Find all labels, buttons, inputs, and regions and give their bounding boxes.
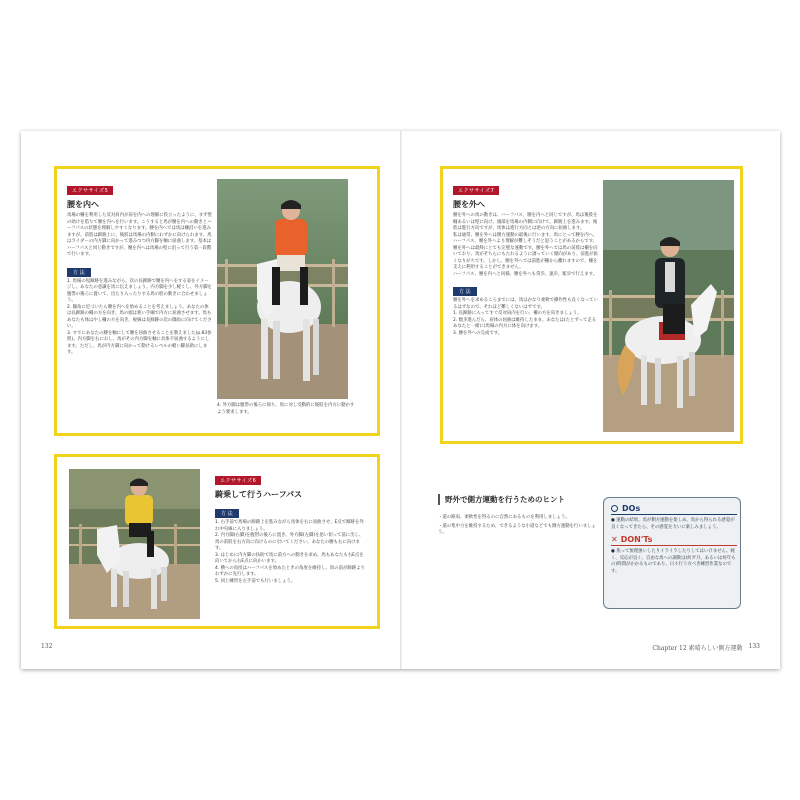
book-gutter [400, 131, 402, 669]
exercise-7-box [440, 166, 743, 444]
exercise-tag: エクササイズ6 [215, 476, 261, 485]
exercise-title: 騎乗して行うハーフパス [215, 490, 302, 499]
photo-caption: 4. 外方脚は腹帯の後ろに保ち、馬に対し受動的に後肢を内方に動かすよう要求します。 [217, 403, 355, 415]
cross-icon: ✕ [611, 535, 618, 544]
right-footer [652, 643, 760, 652]
exercise-title: 腰を外へ [453, 200, 485, 209]
exercise-intro: 腰を外への馬の動きは、ハーフパス、腰を内へと同じですが、馬は後肢を柵あるいは壁に向け、頭部を馬場の内側に向けて、蹄跡上を進みます。後肢は進行方向ですが、馬体は進行方向とは逆の方向に屈曲します。 私は通常、腰を外へは側方運動の最後に行います。馬にとって腰を内へ、ハーフパス、腰を外へより理解が難しそうだと思うことがあるからです。腰を外へは最終にとても完璧な運動です。腰を外へでは馬の前肢は柵を向いており、馬がそちらにもたれるように誘っていく傾向があり、前進が抜くなりがちです。しかし、腰を外へでは前進が柵から離れますので、柵を支えに利用することができません。 ハーフパス、腰を内へと同様、腰を外へも常歩、速歩、駈歩で行えます。 [453, 213, 598, 277]
method-steps: 1. 長蹄跡に入ってすぐ反対肩内を行い、柵の方を向きましょう。 2. 数歩進んだら、肩体の屈曲は維持したまま、あなたは(たとずって走るあなたと一緒に)馬場の内方に体を向けます。 3. 腰を外への完成です。 [453, 311, 597, 336]
exercise-tag: エクササイズ7 [453, 186, 499, 195]
dos-underline [611, 514, 737, 515]
method-steps: 1. 馬場の短蹄跡を進みながら、次の長蹄跡で腰を内へをする姿をイメージし、あなたの意識を馬に伝えましょう。内方脚を少し軽くし、外方脚を腹帯の後ろに置いて、出たり入ったりする馬の肢の動きに合わせましょう。 2. 隅角に近づいたら腰を内へを始めることを考えましょう。あなたの体は長蹄跡の柵の方を向き、馬の頭は狭い手綱で内方に屈曲させます。馬もあなたも体はやし柵の方を向き、視線は長蹄跡の次の隅角に向けてください。 3. すでにあなたの腰を軸にして腰を屈曲させることを教えました(p.83参照)。内方脚を右におし、馬がその内方脚を軸に具体不屈曲するようにします。ただし、馬が内方脚に向かって動けるレベルの軽い脚扶助にします。 [67, 278, 212, 355]
rider-dark-jacket-photo [603, 180, 734, 432]
method-tag: 方 法 [67, 268, 91, 277]
donts-heading: DON'Ts [620, 535, 653, 544]
method-lead: 腰を外へを求めるころまでには、馬はかなり柔軟で操作性も良くなっているはずなので、それほど難しくないはずです。 [453, 298, 598, 310]
hint-title: 野外で側方運動を行うためのヒント [445, 495, 565, 504]
hint-accent-bar [438, 494, 440, 505]
dos-text: ● 運動の結果、馬が側方運動を楽しめ、馬から得られる感覚が良くなってきたら、その感覚を大いに楽しみましょう。 [611, 518, 735, 530]
donts-text: ● 焦って無理強いしたりイライラしたりしてはいけません。軽く、反応が良く、自由な馬への調教は(何ガ月、あるいは何年もの)時間がかかるものであり、日々行う方べき練習作業なのです。 [611, 549, 736, 574]
method-tag: 方 法 [215, 509, 239, 518]
method-steps: 1. 右手前で馬場の蹄跡上を進みながら馬体を右に屈曲させ、E点で蹄跡を外れ中央線に入りましょう。 2. 内方脚(右脚)を腹帯の後ろに置き、外方脚(左脚)を思い切って前に出し、馬の前肢を右方向に向けるのに引いてください。あなたの腰も右に向けます。 3. はじめに内方脚の扶助で馬に前方への動きを求め、馬もあなたも右E点を向いてから右E点に向かいます。 4. 横への角度はハーフパスを始めたときの角度を維持し、馬の前が蹄跡よりわずかに先行します。 5. 同じ練習を左手前でも行いましょう。 [215, 520, 365, 584]
donts-underline [611, 545, 737, 546]
left-page-number: 132 [41, 643, 53, 650]
book-spread [21, 131, 780, 669]
rider-yellow-shirt-photo [69, 469, 200, 619]
right-page-number: 133 [748, 643, 760, 650]
exercise-title: 腰を内へ [67, 200, 99, 209]
exercise-5-text [67, 177, 212, 357]
exercise-5-box [54, 166, 380, 436]
dos-donts-panel [603, 497, 741, 609]
dos-heading: DOs [622, 504, 641, 513]
hint-bullet: ・道の集中力を維持するため、できるような小道などでも側方運動を行いましょう。 [438, 523, 596, 535]
circle-icon [611, 505, 618, 512]
chapter-label: Chapter 12 素晴らしい側方運動 [652, 645, 743, 652]
exercise-intro: 馬場の柵を利用した反対肩内が肩を内への理解に役立ったように、まず壁の助けを借りて腰を内へを行います。こうすると馬が腰を内への動きとハーフパスの状態を理解しやすくなります。腰を内へでは馬は柵沿いを進みますが、前肢は蹄跡上に、後肢は馬場の内側にわずかに向けられます。馬はライダーの内方脚に向かって進みつつ内方脚を軸に屈曲します。基本はハーフパスと同じ動きですが、腰を内へは馬場の壁に沿って行う第一段階で行います。 [67, 213, 212, 257]
outdoor-hint [438, 494, 598, 537]
exercise-tag: エクササイズ5 [67, 186, 113, 195]
exercise-7-text [453, 177, 598, 337]
hint-bullet: ・道の路肩、柔軟性を得るのに自然にあるものを利用しましょう。 [438, 515, 570, 520]
exercise-6-box [54, 454, 380, 629]
exercise-6-text [215, 467, 365, 585]
method-tag: 方 法 [453, 287, 477, 296]
rider-orange-jacket-photo [217, 179, 348, 399]
